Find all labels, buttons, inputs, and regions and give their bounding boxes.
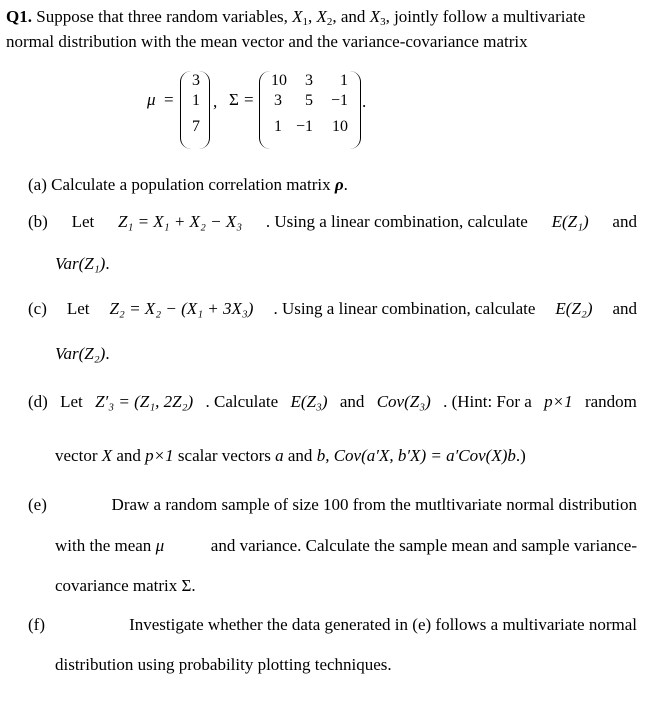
part-d-let: Let (60, 392, 83, 411)
part-d-xvar: X (101, 446, 113, 465)
part-e-line3 (55, 575, 196, 597)
part-a-label: (a) (28, 175, 47, 194)
part-b-variance: Var(Z₁) (55, 254, 106, 273)
cov-cell: 3 (274, 92, 282, 109)
part-e-line3-start: covariance matrix (55, 576, 178, 595)
var-x2-sub: 2 (326, 16, 333, 28)
part-f-line1-text: Investigate whether the data generated in (e) follows a multivariate normal (129, 615, 637, 634)
covariance-matrix (259, 71, 361, 149)
sigma-period: . (362, 92, 367, 111)
part-e-line3-end: . (191, 576, 196, 595)
var-x3: X (369, 7, 381, 26)
part-d-line2-end: .) (515, 446, 526, 465)
sigma-symbol: Σ (229, 90, 239, 109)
part-a-end: . (343, 175, 348, 194)
part-c-equation: Z₂ = X₂ − (X₁ + 3X₃) (109, 299, 254, 318)
mu-comma: , (213, 92, 218, 111)
part-b-and: and (612, 212, 637, 231)
part-e-line2-start: with the mean (55, 536, 152, 555)
part-d-avar: a (275, 446, 284, 465)
part-e-line2 (55, 535, 637, 557)
part-d-hint-end: random (584, 392, 637, 411)
part-d-pdim: p×1 (544, 392, 573, 411)
q1-intro-line2: normal distribution with the mean vector and the variance-covariance matrix (6, 32, 528, 51)
question-label: Q1. (6, 7, 32, 26)
part-e-line1-text: Draw a random sample of size 100 from the mutltivariate normal distribution (111, 495, 637, 514)
part-e-label: (e) (28, 495, 47, 514)
part-c-variance: Var(Z₂) (55, 344, 106, 363)
part-d-pdim2: p×1 (145, 446, 174, 465)
part-f-line1 (28, 614, 637, 636)
part-c-label: (c) (28, 299, 47, 318)
cov-cell: 1 (340, 72, 348, 89)
part-b-let: Let (71, 212, 95, 231)
cov-cell: −1 (330, 92, 348, 109)
part-b-end: . (105, 254, 110, 273)
part-a-text: Calculate a population correlation matrix (51, 175, 331, 194)
var-x2: X (316, 7, 327, 26)
part-d-line2-start: vector (55, 446, 98, 465)
part-c-line1 (28, 298, 637, 320)
part-b-expectation: E(Z₁) (551, 212, 589, 231)
intro-after: , jointly follow a multivariate (385, 7, 586, 26)
part-e-mu: μ (155, 536, 165, 555)
mean-value-1: 3 (192, 72, 200, 89)
part-b-label: (b) (28, 212, 48, 231)
cov-cell: −1 (295, 118, 313, 135)
part-c-let: Let (66, 299, 90, 318)
part-d-label: (d) (28, 392, 48, 411)
var-x1-sub: 1 (302, 16, 308, 28)
part-d-and: and (339, 392, 365, 411)
intro-text: Suppose that three random variables, (36, 7, 288, 26)
cov-cell: 1 (274, 118, 282, 135)
part-b-line2 (55, 253, 110, 275)
part-d-equation: Z′₃ = (Z₁, 2Z₂) (95, 392, 194, 411)
part-b-equation: Z₁ = X₁ + X₂ − X₃ (117, 212, 243, 231)
var-x1: X (292, 7, 303, 26)
part-d-expectation: E(Z₃) (290, 392, 328, 411)
mu-equals: = (164, 90, 174, 109)
var-x3-sub: 3 (380, 16, 386, 28)
part-d-line2-mid: and (116, 446, 141, 465)
part-d-covariance: Cov(Z₃) (376, 392, 431, 411)
mean-vector (180, 71, 210, 149)
part-d-hint-start: . (Hint: For a (443, 392, 532, 411)
part-c-and: and (612, 299, 637, 318)
part-d-bvar: b, (316, 446, 330, 465)
part-a (28, 174, 348, 196)
part-f-line2: distribution using probability plotting techniques. (55, 655, 392, 674)
part-c-end: . (105, 344, 110, 363)
rho-symbol: ρ (334, 175, 344, 194)
part-d-line1 (28, 391, 637, 413)
mean-value-3: 7 (192, 118, 200, 135)
part-b-mid: . Using a linear combination, calculate (265, 212, 528, 231)
intro-and: and (340, 7, 366, 26)
right-paren (199, 71, 210, 149)
part-d-calc: . Calculate (205, 392, 279, 411)
part-d-line2 (55, 445, 526, 467)
part-e-sigma: Σ (181, 576, 192, 595)
sigma-equals: = (244, 90, 254, 109)
part-b-line1 (28, 211, 637, 233)
part-e-line2-end: and variance. Calculate the sample mean and sample variance- (210, 536, 637, 555)
part-c-line2 (55, 343, 110, 365)
part-f-label: (f) (28, 615, 45, 634)
cov-cell: 10 (332, 118, 348, 135)
mean-value-2: 1 (192, 92, 200, 109)
cov-cell: 3 (305, 72, 313, 89)
part-c-expectation: E(Z₂) (555, 299, 593, 318)
q1-intro-line1: Q1. Suppose that three random variables, $X_1$, $X_2$, and $X_3$, jointly follow a multivariate (6, 7, 586, 28)
part-d-line2-mid2: scalar vectors (177, 446, 271, 465)
part-e-line1 (28, 494, 637, 516)
cov-cell: 5 (305, 92, 313, 109)
right-paren (350, 71, 361, 149)
part-d-formula: Cov(a′X, b′X) = a′Cov(X)b (333, 446, 516, 465)
mu-symbol: μ (147, 90, 156, 109)
part-c-mid: . Using a linear combination, calculate (273, 299, 536, 318)
cov-cell: 10 (271, 72, 287, 89)
part-d-and2: and (287, 446, 313, 465)
